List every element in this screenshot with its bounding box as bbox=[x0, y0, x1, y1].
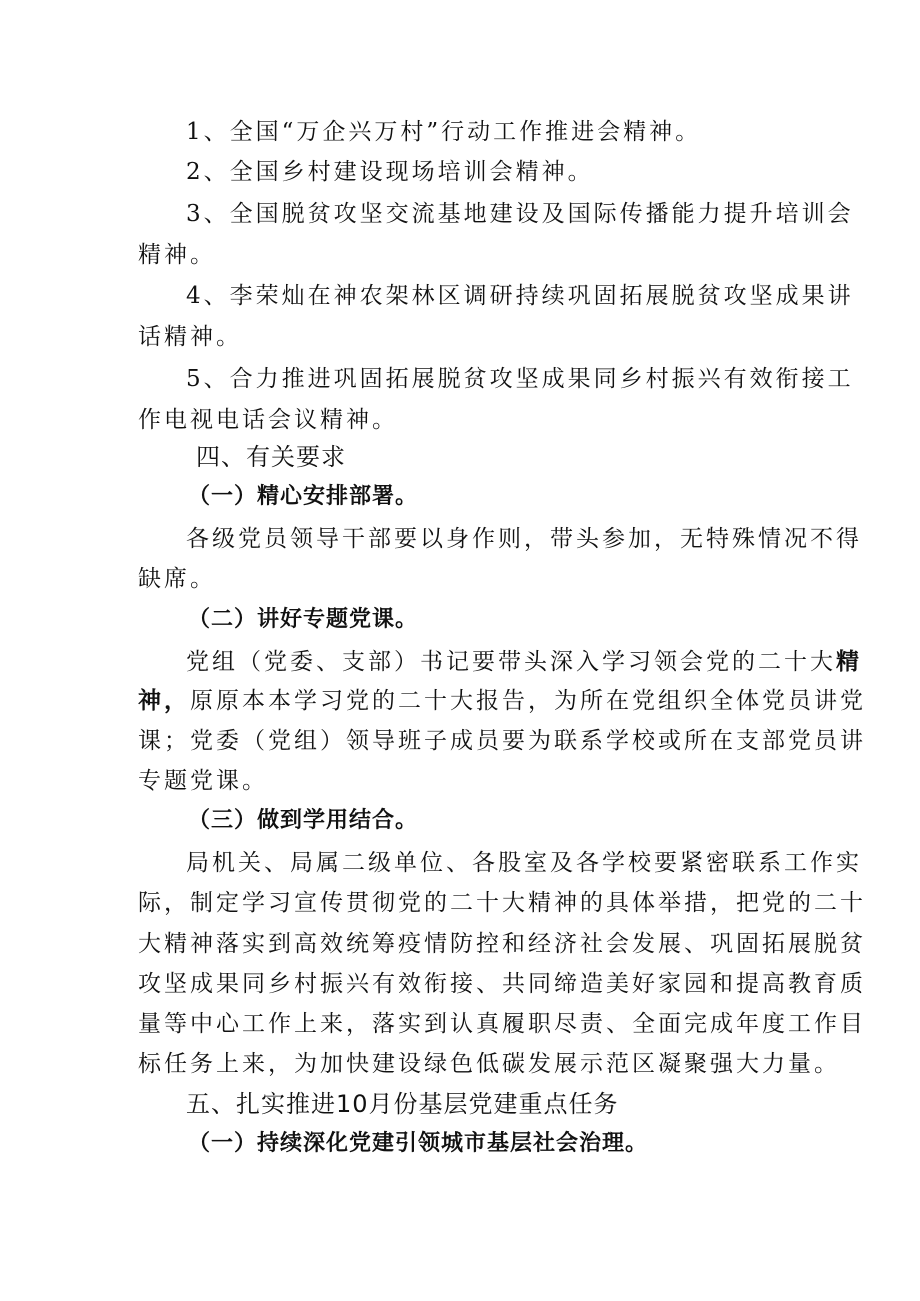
section-4-sub2-line-2-text: 原原本本学习党的二十大报告，为所在党组织全体党员讲党 bbox=[190, 688, 866, 714]
list-item-4-cont: 话精神。 bbox=[138, 324, 242, 350]
section-4-sub1-line-2: 缺席。 bbox=[138, 566, 216, 592]
section-4-sub2-line-1 bbox=[186, 647, 862, 677]
section-4-sub3-line-5: 量等中心工作上来，落实到认真履职尽责、全面完成年度工作目 bbox=[138, 1011, 866, 1037]
section-4-sub3-line-1: 局机关、局属二级单位、各股室及各学校要紧密联系工作实 bbox=[186, 850, 862, 876]
section-4-sub2-line-1-bold: 精 bbox=[836, 648, 862, 675]
section-4-sub2-line-1-text: 党组（党委、支部）书记要带头深入学习领会党的二十大 bbox=[186, 649, 836, 675]
list-item-1: 1、全国“万企兴万村”行动工作推进会精神。 bbox=[186, 119, 702, 145]
list-item-3-cont: 精神。 bbox=[138, 242, 216, 268]
section-4-sub1-heading: （一）精心安排部署。 bbox=[188, 484, 419, 509]
section-4-sub2-line-3: 课；党委（党组）领导班子成员要为联系学校或所在支部党员讲 bbox=[138, 728, 866, 754]
section-4-sub3-line-6: 标任务上来，为加快建设绿色低碳发展示范区凝聚强大力量。 bbox=[138, 1051, 840, 1077]
section-5-heading: 五、扎实推进10月份基层党建重点任务 bbox=[186, 1090, 619, 1118]
section-4-sub2-heading: （二）讲好专题党课。 bbox=[188, 607, 419, 632]
list-item-5-cont: 作电视电话会议精神。 bbox=[138, 407, 398, 433]
section-4-sub2-line-4: 专题党课。 bbox=[138, 768, 268, 794]
list-item-4: 4、李荣灿在神农架林区调研持续巩固拓展脱贫攻坚成果讲 bbox=[186, 283, 854, 309]
section-4-sub1-line-1: 各级党员领导干部要以身作则，带头参加，无特殊情况不得 bbox=[186, 526, 862, 552]
section-4-sub3-heading: （三）做到学用结合。 bbox=[188, 808, 419, 833]
section-4-sub3-line-3: 大精神落实到高效统筹疫情防控和经济社会发展、巩固拓展脱贫 bbox=[138, 931, 866, 957]
section-4-sub2-line-2 bbox=[138, 686, 866, 716]
list-item-2: 2、全国乡村建设现场培训会精神。 bbox=[186, 159, 594, 185]
section-4-sub2-line-2-bold: 神， bbox=[138, 687, 190, 714]
section-4-sub3-line-4: 攻坚成果同乡村振兴有效衔接、共同缔造美好家园和提高教育质 bbox=[138, 971, 866, 997]
section-5-sub1-heading: （一）持续深化党建引领城市基层社会治理。 bbox=[188, 1131, 649, 1156]
section-4-heading: 四、有关要求 bbox=[196, 443, 346, 471]
section-4-sub3-line-2: 际，制定学习宣传贯彻党的二十大精神的具体举措，把党的二十 bbox=[138, 890, 866, 916]
list-item-3: 3、全国脱贫攻坚交流基地建设及国际传播能力提升培训会 bbox=[186, 201, 854, 227]
list-item-5: 5、合力推进巩固拓展脱贫攻坚成果同乡村振兴有效衔接工 bbox=[186, 366, 854, 392]
